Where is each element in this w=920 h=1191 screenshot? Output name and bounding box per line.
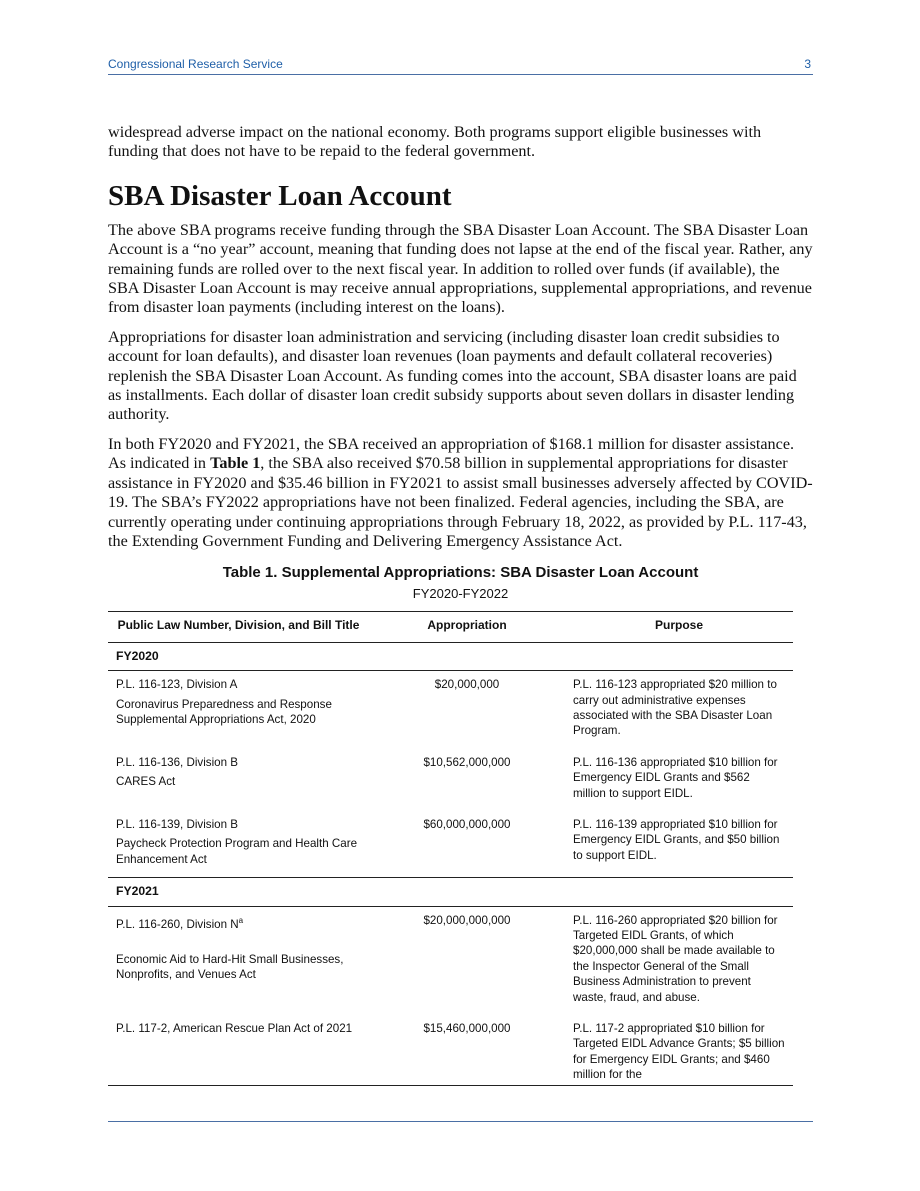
section-label: FY2020: [108, 642, 793, 670]
section-row-fy2021: [108, 878, 793, 906]
table-reference-link[interactable]: Table 1: [210, 454, 261, 473]
bill-title: Coronavirus Preparedness and Response Supplemental Appropriations Act, 2020: [116, 697, 332, 726]
page-header: [108, 56, 813, 75]
purpose-text: P.L. 117-2 appropriated $10 billion for Targeted EIDL Advance Grants; $5 billion for Emergency EIDL Grants; and $460 million for the: [565, 1015, 793, 1085]
bill-title: Paycheck Protection Program and Health Care Enhancement Act: [116, 837, 358, 866]
law-number: P.L. 117-2, American Rescue Plan Act of 2021: [116, 1022, 353, 1036]
appropriation-amount: $20,000,000,000: [423, 913, 511, 927]
purpose-text: P.L. 116-123 appropriated $20 million to carry out administrative expenses associated with the SBA Disaster Loan Program.: [573, 678, 777, 738]
section-label: FY2021: [108, 878, 793, 906]
appropriation-amount: $20,000,000: [434, 678, 500, 692]
paragraph-3-part-b: , the SBA also received $70.58 billion in supplemental appropriations for disaster assistance in FY2020 and $35.46 billion in FY2021 to assist small businesses adversely affected by COVID-19. The SBA’s FY2022 appropriations have not been finalized. Federal agencies, including the SBA, are currently operating under continuing appropriations through February 18, 2022, as provided by P.L. 117-43, the Extending Government Funding and Delivering Emergency Assistance Act.: [108, 454, 813, 550]
footer-rule: [108, 1121, 813, 1122]
paragraph-intro: widespread adverse impact on the national economy. Both programs support eligible businesses with funding that does not have to be repaid to the federal government.: [108, 123, 762, 161]
table-row: [108, 811, 793, 878]
table-row: [108, 749, 793, 811]
paragraph-2: Appropriations for disaster loan administration and servicing (including disaster loan credit subsidies to account for loan defaults), and disaster loan revenues (loan payments and default collateral recoveries) replenish the SBA Disaster Loan Account. As funding comes into the account, SBA disaster loans are paid as installments. Each dollar of disaster loan credit subsidy supports about seven dollars in disaster lending authority.: [108, 327, 797, 424]
table-row: [108, 1015, 793, 1085]
table-row: [108, 671, 793, 749]
section-row-fy2020: [108, 642, 793, 670]
footnote-marker[interactable]: a: [238, 915, 244, 925]
purpose-text: P.L. 116-139 appropriated $10 billion for Emergency EIDL Grants, and $50 billion to support EIDL.: [573, 817, 780, 862]
purpose-text: P.L. 116-136 appropriated $10 billion for Emergency EIDL Grants and $562 million to support EIDL.: [573, 755, 778, 800]
header-source: Congressional Research Service: [108, 57, 283, 71]
table-row: [108, 906, 793, 1015]
law-number: P.L. 116-123, Division A: [116, 678, 238, 692]
appropriation-amount: $60,000,000,000: [423, 817, 511, 831]
col-header-purpose: Purpose: [565, 612, 793, 642]
appropriation-amount: $15,460,000,000: [369, 1015, 565, 1085]
table-caption: Table 1. Supplemental Appropriations: SBA Disaster Loan Account: [222, 564, 699, 582]
table-subcaption: FY2020-FY2022: [412, 586, 509, 602]
section-heading: SBA Disaster Loan Account: [108, 179, 452, 212]
bill-title: Economic Aid to Hard-Hit Small Businesses, Nonprofits, and Venues Act: [116, 952, 344, 982]
law-number: P.L. 116-139, Division B: [116, 817, 239, 831]
paragraph-1: The above SBA programs receive funding through the SBA Disaster Loan Account. The SBA Disaster Loan Account is a “no year” account, meaning that funding does not lapse at the end of the fiscal year. Rather, any remaining funds are rolled over to the next fiscal year. In addition to rolled over funds (if available), the SBA Disaster Loan Account is may receive annual appropriations, supplemental appropriations, and revenue from disaster loan payments (including interest on the loans).: [108, 220, 813, 317]
law-number: P.L. 116-136, Division B: [116, 755, 239, 769]
document-body: [108, 123, 813, 1086]
appropriation-amount: $10,562,000,000: [423, 755, 511, 769]
col-header-appropriation: Appropriation: [369, 612, 565, 642]
appropriations-table: [108, 611, 793, 1085]
bill-title: CARES Act: [116, 775, 176, 789]
col-header-law: Public Law Number, Division, and Bill Title: [108, 612, 369, 642]
table-header-row: [108, 612, 793, 642]
law-number: P.L. 116-260, Division $N^a$: [116, 915, 244, 931]
paragraph-3: [108, 435, 813, 551]
purpose-text: P.L. 116-260 appropriated $20 billion for Targeted EIDL Grants, of which $20,000,000 shall be made available to the Inspector General of the Small Business Administration to prevent waste, fraud, and abuse.: [573, 913, 778, 1004]
paragraph-3-part-a: In both FY2020 and FY2021, the SBA received an appropriation of $168.1 million for disaster assistance. As indicated in: [108, 434, 795, 473]
page-number: 3: [804, 57, 811, 71]
